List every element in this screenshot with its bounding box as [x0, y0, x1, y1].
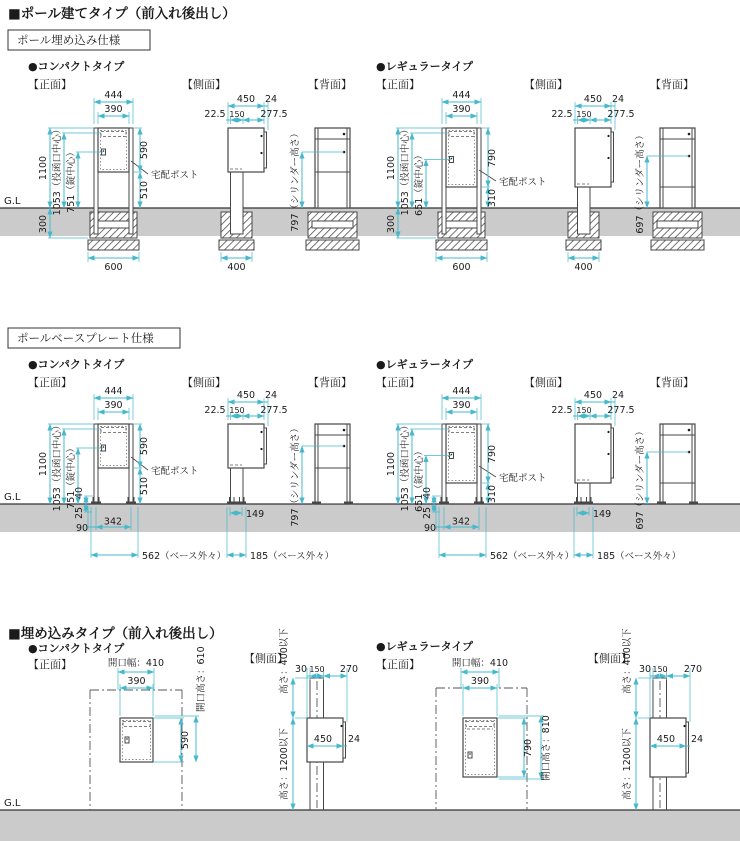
dim-310: 310	[487, 188, 498, 208]
dim-450: 450	[236, 390, 256, 401]
s3-compact-label: ●コンパクトタイプ	[28, 642, 125, 655]
dim-25: 25	[74, 506, 85, 520]
dim-390: 390	[470, 676, 490, 687]
s2-regular-post-annotation: 宅配ポスト	[499, 473, 547, 484]
dim-277-5: 277.5	[260, 109, 288, 120]
dim-300: 300	[386, 214, 397, 234]
s2-compact-label: ●コンパクトタイプ	[28, 358, 125, 371]
spec-label-pole-embedded: ポール埋め込み仕様	[17, 33, 121, 47]
dim-150: 150	[576, 406, 592, 415]
dim-30: 30	[294, 664, 308, 675]
dim-797-cylinder: 797（シリンダー高さ）	[290, 423, 301, 527]
dim-150: 150	[652, 665, 668, 674]
dim-797-cylinder: 797（シリンダー高さ）	[290, 128, 301, 232]
dim-600: 600	[452, 262, 471, 273]
dim-24: 24	[611, 390, 625, 401]
dim-22-5: 22.5	[551, 405, 573, 416]
s2-regular-label: ●レギュラータイプ	[376, 358, 474, 371]
s1-regular-back-label: 【背面】	[650, 78, 694, 91]
dim-342: 342	[451, 516, 471, 528]
dim-651-lock-center: 651（錠中心）	[414, 446, 425, 512]
dim-40: 40	[422, 486, 433, 500]
dim-1100: 1100	[38, 155, 49, 181]
dim-450: 450	[656, 734, 676, 745]
dim-390: 390	[452, 400, 471, 411]
s3-regular-front-view	[436, 657, 552, 810]
s3-ground	[0, 798, 740, 841]
dim-height-min-1200: 高さ：1200以下	[622, 728, 633, 800]
dim-590: 590	[180, 730, 191, 750]
dim-697-cylinder: 697（シリンダー高さ）	[635, 130, 646, 234]
s2-compact-front-label: 【正面】	[28, 376, 72, 389]
dim-450: 450	[313, 734, 333, 745]
dim-1100: 1100	[38, 451, 49, 477]
s3-regular-side-view	[621, 628, 703, 810]
dim-185-base: 185（ベース外々）	[597, 551, 682, 562]
s2-regular-back-label: 【背面】	[650, 376, 694, 389]
dim-390: 390	[104, 400, 123, 411]
dim-height-max-400: 高さ：400以下	[279, 628, 290, 694]
dim-40: 40	[74, 486, 85, 500]
dim-22-5: 22.5	[204, 405, 226, 416]
dim-310: 310	[487, 484, 498, 504]
s1-gl-label: G.L	[4, 196, 21, 207]
dim-149: 149	[593, 509, 612, 520]
dim-790: 790	[487, 444, 498, 464]
s2-compact-post-annotation: 宅配ポスト	[151, 466, 199, 477]
s3-compact-side-label: 【側面】	[244, 652, 288, 665]
dim-390: 390	[452, 104, 471, 115]
dim-25: 25	[422, 506, 433, 520]
s1-compact-back-label: 【背面】	[308, 78, 352, 91]
dim-185-base: 185（ベース外々）	[250, 551, 335, 562]
s1-regular-label: ●レギュラータイプ	[376, 60, 474, 73]
dim-590: 590	[139, 436, 150, 456]
dim-751-lock-center: 751（錠中心）	[66, 443, 77, 509]
dim-562-base: 562（ベース外々）	[142, 551, 227, 562]
s1-compact-side-label: 【側面】	[182, 78, 226, 91]
dim-390: 390	[104, 104, 123, 115]
dim-24: 24	[611, 94, 625, 105]
dim-444: 444	[452, 90, 471, 101]
dim-height-min-1200: 高さ：1200以下	[279, 728, 290, 800]
dim-1053-slot-center: 1053（投函口中心）	[400, 124, 411, 216]
s2-compact-front-view	[38, 386, 226, 562]
s1-regular-side-label: 【側面】	[524, 78, 568, 91]
s3-compact-front-view	[90, 646, 207, 810]
s3-regular-side-label: 【側面】	[588, 652, 632, 665]
dim-444: 444	[104, 90, 123, 101]
dim-651-lock-center: 651（錠中心）	[414, 150, 425, 216]
s1-compact-post-annotation: 宅配ポスト	[151, 170, 199, 181]
dim-open-width: 開口幅：410	[451, 658, 509, 669]
dim-24: 24	[690, 734, 704, 745]
dim-444: 444	[452, 386, 471, 397]
dim-24: 24	[264, 390, 278, 401]
spec-label-base-plate: ポールベースプレート仕様	[17, 331, 154, 345]
dim-510: 510	[139, 476, 150, 496]
dim-24: 24	[347, 734, 361, 745]
dim-150: 150	[229, 406, 245, 415]
dim-450: 450	[236, 94, 256, 105]
s1-compact-back-view	[289, 128, 359, 250]
dim-277-5: 277.5	[607, 405, 635, 416]
s1-regular-post-annotation: 宅配ポスト	[499, 177, 547, 188]
dim-90: 90	[75, 523, 89, 534]
dim-751-lock-center: 751（錠中心）	[66, 147, 77, 213]
dim-1053-slot-center: 1053（投函口中心）	[400, 420, 411, 512]
s3-regular-label: ●レギュラータイプ	[376, 640, 474, 653]
dim-1100: 1100	[386, 451, 397, 477]
s1-compact-front-view	[38, 90, 199, 273]
s1-compact-side-view	[204, 94, 287, 273]
dim-562-base: 562（ベース外々）	[490, 551, 575, 562]
s2-regular-front-view	[386, 386, 574, 562]
s2-compact-back-label: 【背面】	[308, 376, 352, 389]
s2-regular-front-label: 【正面】	[376, 376, 420, 389]
dim-450: 450	[583, 390, 603, 401]
dim-open-height: 開口高さ：810	[541, 715, 552, 781]
s1-regular-side-view	[551, 94, 634, 273]
dim-1053-slot-center: 1053（投函口中心）	[52, 124, 63, 216]
dim-790: 790	[487, 148, 498, 168]
dim-444: 444	[104, 386, 123, 397]
dim-400: 400	[574, 262, 593, 273]
dim-150: 150	[229, 110, 245, 119]
dim-270: 270	[683, 664, 703, 675]
dim-270: 270	[339, 664, 359, 675]
s2-regular-side-label: 【側面】	[524, 376, 568, 389]
dim-400: 400	[227, 262, 246, 273]
dim-590: 590	[139, 140, 150, 160]
dim-30: 30	[638, 664, 652, 675]
dim-790: 790	[523, 738, 534, 758]
dim-150: 150	[309, 665, 325, 674]
dim-height-max-400: 高さ：400以下	[622, 628, 633, 694]
section-base-plate	[0, 328, 740, 562]
s2-compact-side-label: 【側面】	[182, 376, 226, 389]
dim-149: 149	[246, 509, 265, 520]
dim-342: 342	[103, 516, 123, 528]
s1-compact-label: ●コンパクトタイプ	[28, 60, 125, 73]
dim-24: 24	[264, 94, 278, 105]
section3-title: ■埋め込みタイプ（前入れ後出し）	[8, 626, 223, 642]
section-embedded-type	[0, 625, 740, 841]
dim-277-5: 277.5	[607, 109, 635, 120]
section-pole-type	[0, 5, 740, 273]
dim-open-width: 開口幅：410	[107, 658, 165, 669]
dim-697-cylinder: 697（シリンダー高さ）	[635, 426, 646, 530]
dim-90: 90	[423, 523, 437, 534]
dim-300: 300	[38, 214, 49, 234]
dim-600: 600	[104, 262, 123, 273]
s1-compact-front-label: 【正面】	[28, 78, 72, 91]
s1-compact-post-box	[98, 128, 129, 172]
dim-277-5: 277.5	[260, 405, 288, 416]
dim-1053-slot-center: 1053（投函口中心）	[52, 420, 63, 512]
s3-gl-label: G.L	[4, 798, 21, 809]
dim-450: 450	[583, 94, 603, 105]
dim-open-height: 開口高さ：610	[196, 646, 207, 712]
dim-510: 510	[139, 180, 150, 200]
s3-regular-front-label: 【正面】	[376, 658, 420, 671]
dim-1100: 1100	[386, 155, 397, 181]
s1-regular-front-view	[386, 90, 547, 273]
section1-title: ■ポール建てタイプ（前入れ後出し）	[8, 6, 236, 22]
dim-22-5: 22.5	[551, 109, 573, 120]
s2-gl-label: G.L	[4, 492, 21, 503]
dim-22-5: 22.5	[204, 109, 226, 120]
s1-regular-back-view	[634, 128, 704, 250]
s3-compact-side-view	[278, 628, 360, 810]
s1-regular-front-label: 【正面】	[376, 78, 420, 91]
s3-compact-front-label: 【正面】	[28, 658, 72, 671]
dim-150: 150	[576, 110, 592, 119]
dim-390: 390	[127, 676, 146, 687]
